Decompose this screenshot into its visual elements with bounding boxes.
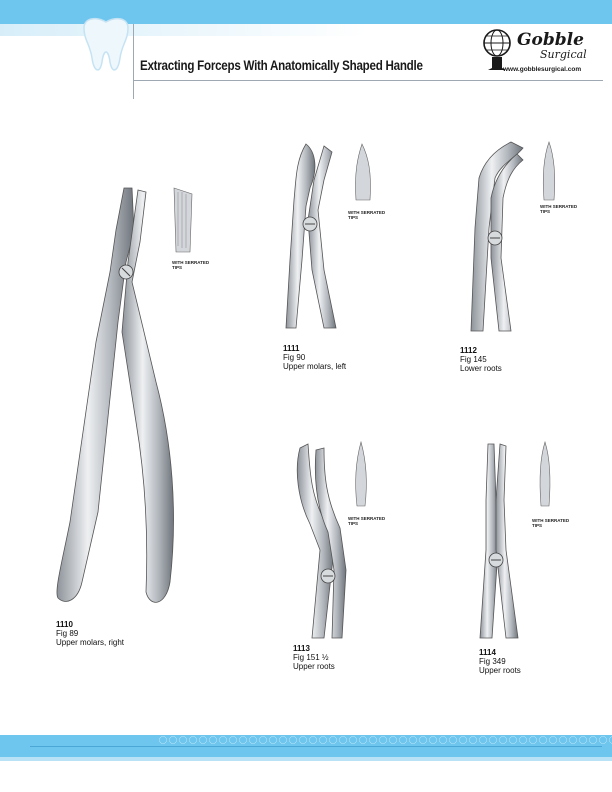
tip-1113-image [352, 440, 370, 510]
product-code-1113: 1113 [293, 644, 310, 653]
forceps-1111-image [276, 140, 346, 330]
product-fig-1113: Fig 151 ½ [293, 653, 329, 662]
caption-1111 [283, 344, 346, 371]
product-code-1111: 1111 [283, 344, 300, 353]
product-fig-1114: Fig 349 [479, 657, 506, 666]
bubble-pattern [158, 735, 612, 745]
caption-1113 [293, 644, 335, 671]
product-code-1110: 1110 [56, 620, 73, 629]
forceps-1114-image [470, 440, 530, 640]
caption-1110 [56, 620, 124, 647]
product-code-1114: 1114 [479, 648, 496, 657]
tip-note-1111: WITH SERRATED TIPS [348, 210, 386, 220]
forceps-1112-image [455, 138, 525, 333]
bottom-rule [30, 746, 602, 747]
tip-note-1113: WITH SERRATED TIPS [348, 516, 386, 526]
header-divider-vertical [133, 24, 134, 99]
forceps-1113-image [280, 440, 360, 640]
logo-url: www.gobblesurgical.com [503, 66, 582, 73]
tooth-icon [74, 14, 138, 78]
tip-1112-image [540, 140, 558, 204]
product-desc-1113: Upper roots [293, 662, 335, 671]
tip-1110-image [170, 186, 196, 256]
product-desc-1112: Lower roots [460, 364, 502, 373]
tip-note-1112: WITH SERRATED TIPS [540, 204, 578, 214]
logo-name: Gobble [517, 30, 584, 50]
tip-note-1110: WITH SERRATED TIPS [172, 260, 210, 270]
product-desc-1111: Upper molars, left [283, 362, 347, 371]
product-desc-1110: Upper molars, right [56, 638, 125, 647]
caption-1112 [460, 346, 502, 373]
product-fig-1110: Fig 89 [56, 629, 79, 638]
caption-1114 [479, 648, 521, 675]
product-fig-1111: Fig 90 [283, 353, 306, 362]
product-fig-1112: Fig 145 [460, 355, 487, 364]
logo-subname: Surgical [540, 48, 587, 61]
tip-1114-image [536, 440, 554, 510]
page-title: Extracting Forceps With Anatomically Shaped Handle [140, 58, 423, 73]
header-divider-horizontal [133, 80, 603, 81]
tip-1111-image [352, 142, 374, 204]
product-desc-1114: Upper roots [479, 666, 521, 675]
tip-note-1114: WITH SERRATED TIPS [532, 518, 570, 528]
product-code-1112: 1112 [460, 346, 477, 355]
bottom-light-band [0, 757, 612, 761]
